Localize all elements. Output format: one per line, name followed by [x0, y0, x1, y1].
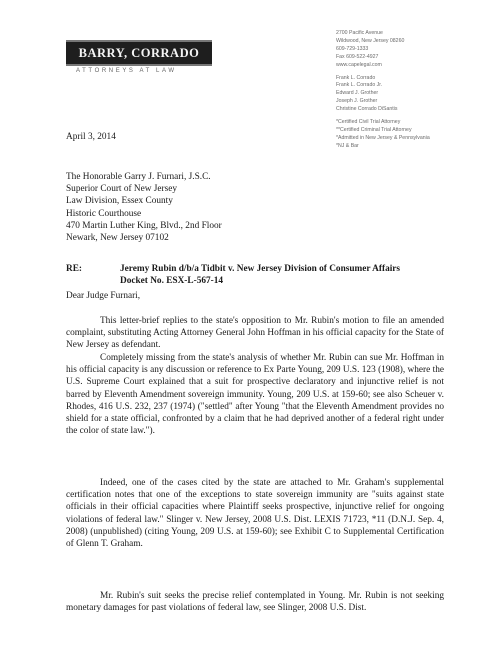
re-label: RE: — [66, 264, 83, 274]
firm-name: BARRY, CORRADO — [78, 45, 200, 60]
recipient-line: Newark, New Jersey 07102 — [66, 233, 169, 244]
note-line: *Certified Civil Trial Attorney — [336, 119, 401, 126]
attorney-line: Joseph J. Grother — [336, 98, 378, 105]
attorney-line: Christine Corrado DiSantis — [336, 106, 398, 113]
attorney-line: Frank L. Corrado — [336, 74, 376, 81]
address-line: www.capelegal.com — [336, 61, 382, 68]
note-line: **Certified Criminal Trial Attorney — [336, 126, 412, 133]
address-line: Wildwood, New Jersey 08260 — [336, 37, 405, 44]
body-paragraph: Mr. Rubin's suit seeks the precise relief contemplated in Young. Mr. Rubin is not seeking monetary damages for past violations of federal law, see Slinger, 2008 U.S. Dist. — [66, 591, 444, 614]
note-line: *Admitted in New Jersey & Pennsylvania — [336, 134, 430, 141]
address-line: 2700 Pacific Avenue — [336, 30, 383, 36]
recipient-line: Superior Court of New Jersey — [66, 184, 178, 195]
body-paragraph: Completely missing from the state's analysis of whether Mr. Rubin can sue Mr. Hoffman in his official capacity is any discussion or reference to Ex Parte Young, 209 U.S. 123 (1908), where the U.S. Supreme Court explained that a suit for prospective declaratory and injunctive relief is not barred by Eleventh Amendment sovereign immunity. Young, 209 U.S. at 159-60; see also Scheuer v. Rhodes, 416 U.S. 232, 237 (1974) ("settled" after Young "that the Eleventh Amendment provides no shield for a state official, confronted by a claim that he had deprived another of a federal right under the color of state law."). — [66, 353, 444, 437]
attorney-line: Edward J. Grother — [336, 90, 379, 97]
recipient-line: 470 Martin Luther King, Blvd., 2nd Floor — [66, 220, 222, 231]
re-docket: Docket No. ESX-L-567-14 — [120, 276, 224, 287]
recipient-line: Historic Courthouse — [66, 208, 142, 219]
address-line: 609-729-1333 — [336, 45, 369, 52]
recipient-address — [66, 171, 222, 244]
attorney-line: Frank L. Corrado Jr. — [336, 82, 383, 89]
note-line: *NJ & Bar — [336, 142, 359, 149]
letterhead-address-column — [336, 30, 486, 151]
recipient-line: The Honorable Garry J. Furnari, J.S.C. — [66, 172, 211, 182]
letter-date: April 3, 2014 — [66, 132, 116, 142]
re-subject — [120, 263, 400, 287]
recipient-line: Law Division, Essex County — [66, 196, 173, 207]
firm-logo — [66, 40, 212, 66]
re-title: Jeremy Rubin d/b/a Tidbit v. New Jersey Division of Consumer Affairs — [120, 264, 401, 274]
firm-tagline: ATTORNEYS AT LAW — [76, 68, 177, 74]
body-paragraph: Indeed, one of the cases cited by the state are attached to Mr. Graham's supplemental certification notes that one of the exceptions to state sovereign immunity are "suits against state officials in their official capacities where Plaintiff seeks prospective, injunctive relief for ongoing violations of federal law." Slinger v. New Jersey, 2008 U.S. Dist. LEXIS 71723, *11 (D.N.J. Sep. 4, 2008) (unpublished) (citing Young, 209 U.S. at 159-60); see Exhibit C to Supplemental Certification of Glenn T. Graham. — [66, 478, 444, 550]
salutation: Dear Judge Furnari, — [66, 291, 141, 301]
body-paragraph: This letter-brief replies to the state's opposition to Mr. Rubin's motion to file an amended complaint, substituting Acting Attorney General John Hoffman in his official capacity for the State of New Jersey as defendant. — [66, 316, 444, 351]
address-line: Fax 609-522-4927 — [336, 53, 379, 60]
